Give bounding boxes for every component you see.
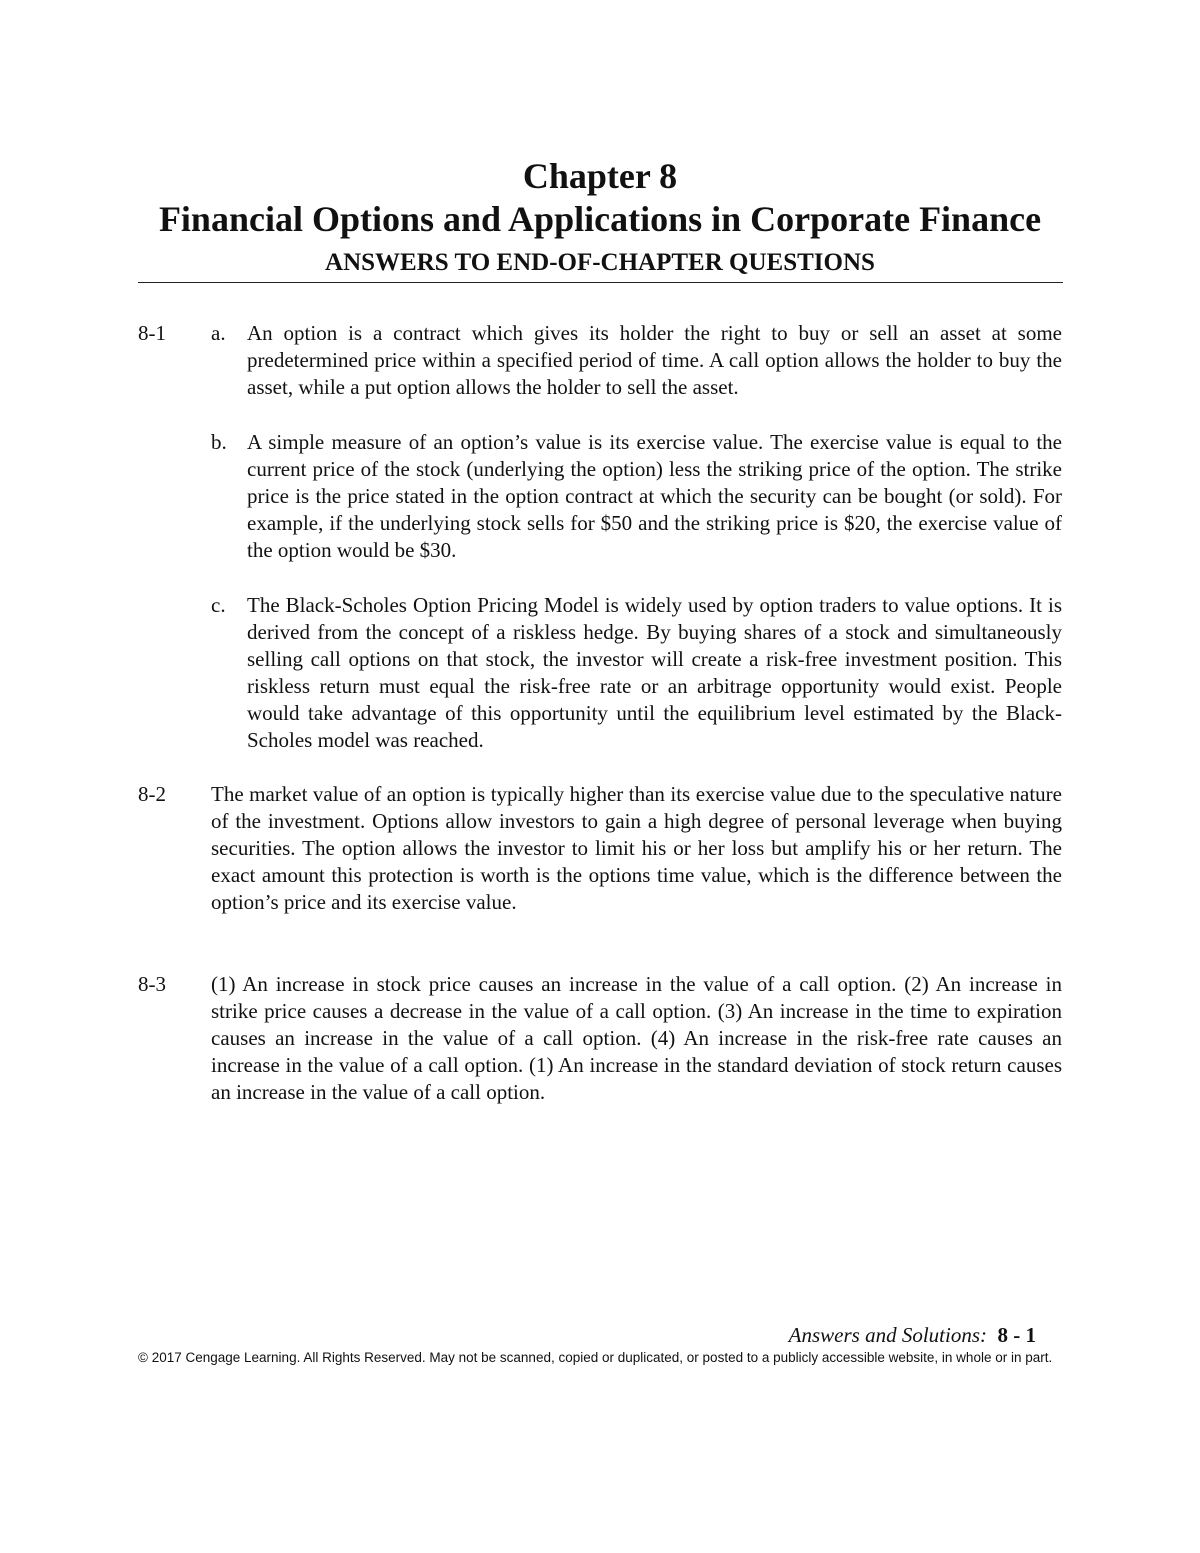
part-letter-b: b. — [211, 430, 227, 454]
page-footer-label — [789, 1322, 1036, 1349]
copyright-notice: © 2017 Cengage Learning. All Rights Reserved. May not be scanned, copied or duplicated, or posted to a publicly accessible website, in whole or in part. — [138, 1350, 1053, 1365]
answer-8-1-b: A simple measure of an option’s value is its exercise value. The exercise value is equal to the current price of the stock (underlying the option) less the striking price of the option. The strike price is the price stated in the option contract at which the security can be bought (or sold). For example, if the underlying stock sells for $50 and the striking price is $20, the exercise value of the option would be $30. — [247, 430, 1062, 562]
footer-section-label: Answers and Solutions: — [788, 1323, 987, 1347]
part-letter-a: a. — [211, 321, 226, 345]
answer-8-1-c: The Black-Scholes Option Pricing Model is widely used by option traders to value options. It is derived from the concept of a riskless hedge. By buying shares of a stock and simultaneously selling call options on that stock, the investor will create a risk-free investment position. This riskless return must equal the risk-free rate or an arbitrage opportunity would exist. People would take advantage of this opportunity until the equilibrium level estimated by the Black-Scholes model was reached. — [247, 593, 1062, 752]
chapter-number: Chapter 8 — [522, 156, 678, 196]
answer-8-2: The market value of an option is typically higher than its exercise value due to the speculative nature of the investment. Options allow investors to gain a high degree of personal leverage when buying securities. The option allows the investor to limit his or her loss but amplify his or her return. The exact amount this protection is worth is the options time value, which is the difference between the option’s price and its exercise value. — [211, 782, 1062, 914]
chapter-title: Financial Options and Applications in Corporate Finance — [158, 199, 1042, 239]
question-number-8-3: 8-3 — [138, 972, 166, 996]
section-heading: ANSWERS TO END-OF-CHAPTER QUESTIONS — [325, 249, 875, 276]
page-number: 8 - 1 — [997, 1323, 1036, 1347]
answer-8-3: (1) An increase in stock price causes an increase in the value of a call option. (2) An increase in strike price causes a decrease in the value of a call option. (3) An increase in the time to expiration causes an increase in the value of a call option. (4) An increase in the risk-free rate causes an increase in the value of a call option. (1) An increase in the standard deviation of stock return causes an increase in the value of a call option. — [211, 972, 1062, 1104]
answer-8-1-a: An option is a contract which gives its holder the right to buy or sell an asset at some predetermined price within a specified period of time. A call option allows the holder to buy the asset, while a put option allows the holder to sell the asset. — [247, 321, 1062, 399]
question-number-8-1: 8-1 — [138, 321, 166, 345]
heading-divider — [138, 282, 1063, 283]
question-number-8-2: 8-2 — [138, 782, 166, 806]
part-letter-c: c. — [211, 593, 226, 617]
